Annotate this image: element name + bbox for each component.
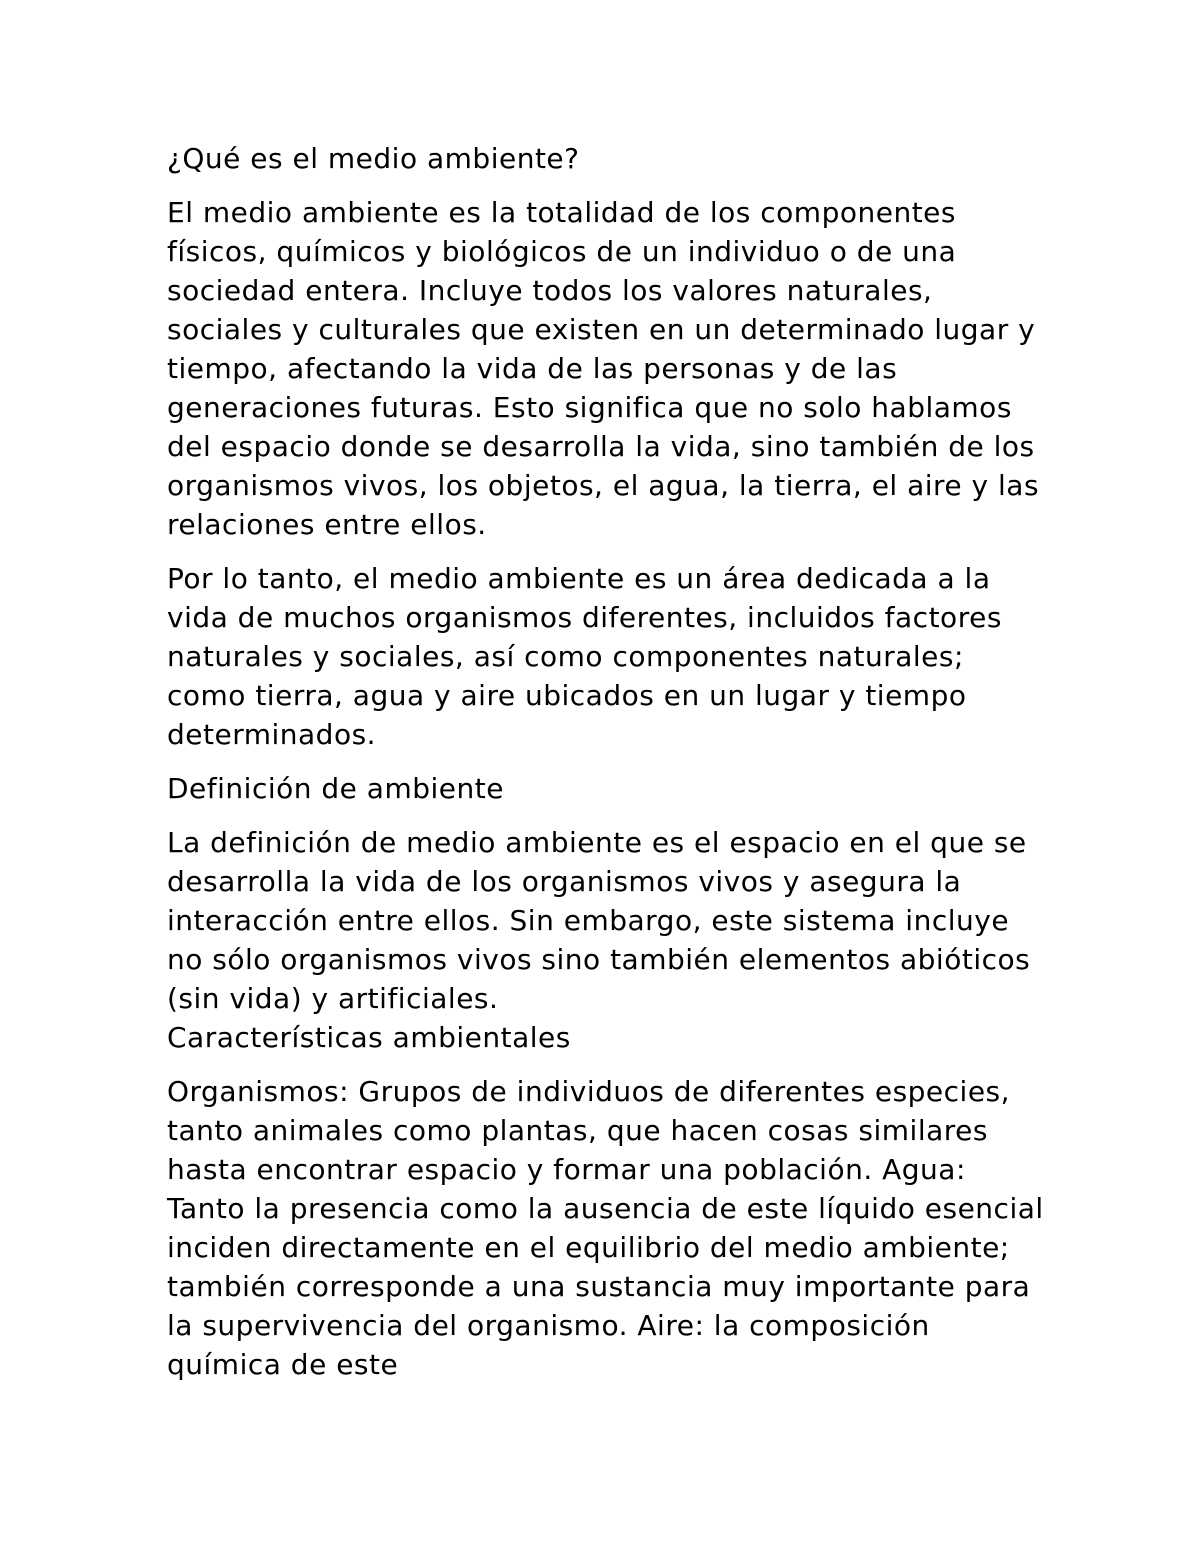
paragraph-definicion-medio-ambiente: La definición de medio ambiente es el espacio en el que se desarrolla la vida de los organismos vivos y asegura la interacción entre ellos. Sin embargo, este sistema incluye no sólo organismos vivos sino también elementos abióticos (sin vida) y artificiales. bbox=[167, 826, 1031, 1015]
paragraph-definicion-general: El medio ambiente es la totalidad de los componentes físicos, químicos y biológicos de un individuo o de una sociedad entera. Incluye todos los valores naturales, sociales y culturales que existen en un determinado lugar y tiempo, afectando la vida de las personas y de las generaciones futuras. Esto significa que no solo hablamos del espacio donde se desarrolla la vida, sino también de los organismos vivos, los objetos, el agua, la tierra, el aire y las relaciones entre ellos. bbox=[167, 196, 1040, 541]
heading-definicion-de-ambiente: Definición de ambiente bbox=[167, 772, 504, 805]
document-page bbox=[167, 139, 1047, 1399]
paragraph-por-lo-tanto: Por lo tanto, el medio ambiente es un área dedicada a la vida de muchos organismos diferentes, incluidos factores naturales y sociales, así como componentes naturales; como tierra, agua y aire ubicados en un lugar y tiempo determinados. bbox=[167, 562, 1002, 751]
paragraph-organismos-agua-aire: Organismos: Grupos de individuos de diferentes especies, tanto animales como plantas, que hacen cosas similares hasta encontrar espacio y formar una población. Agua: Tanto la presencia como la ausencia de este líquido esencial inciden directamente en el equilibrio del medio ambiente; también corresponde a una sustancia muy importante para la supervivencia del organismo. Aire: la composición química de este bbox=[167, 1075, 1044, 1381]
heading-caracteristicas-ambientales: Características ambientales bbox=[167, 1021, 571, 1054]
heading-que-es-medio-ambiente: ¿Qué es el medio ambiente? bbox=[167, 142, 580, 175]
